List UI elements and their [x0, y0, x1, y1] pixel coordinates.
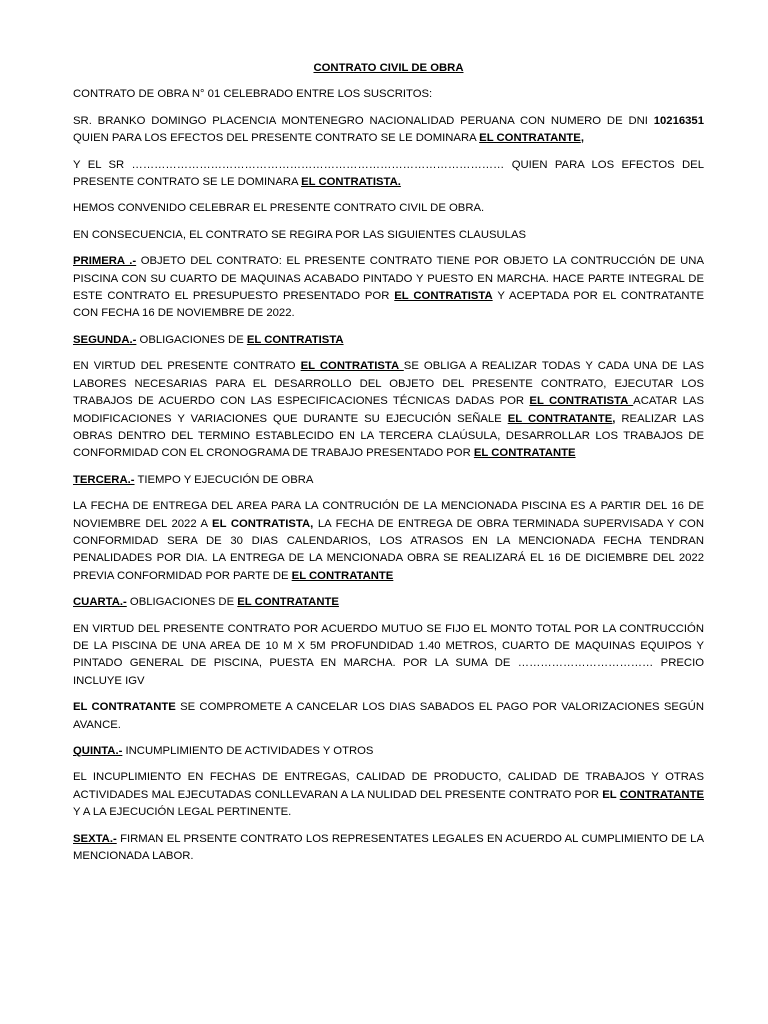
segunda-r4: EL CONTRATANTE	[473, 447, 576, 460]
party1-text2: QUIEN PARA LOS EFECTOS DEL PRESENTE CONTRATO SE LE DOMINARA	[73, 132, 480, 145]
clause-cuarta-body: EN VIRTUD DEL PRESENTE CONTRATO POR ACUERDO MUTUO SE FIJO EL MONTO TOTAL POR LA CONTRUCCIÓN DE LA PISCINA DE UNA AREA DE 10 M X 5M PROFUNDIDAD 1.40 METROS, CUARTO DE MAQUINAS EQUIPOS Y PINTADO GENERAL DE PISCINA, PUESTA EN MARCHA. POR LA SUMA DE ……………………………… PRECIO INCLUYE IGV	[73, 622, 704, 687]
quinta-r1b: CONTRATANTE	[619, 788, 704, 801]
cuarta-heading: OBLIGACIONES DE	[126, 596, 238, 609]
tercera-heading: TIEMPO Y EJECUCIÓN DE OBRA	[134, 473, 314, 486]
clause-sexta	[73, 831, 704, 866]
quinta-heading: INCUMPLIMIENTO DE ACTIVIDADES Y OTROS	[122, 745, 374, 757]
sexta-label: SEXTA.-	[73, 832, 117, 845]
clause-tercera-heading	[73, 472, 704, 489]
tercera-p1: LA FECHA DE ENTREGA DEL AREA PARA LA CONTRUCIÓN DE LA MENCIONADA PISCINA ES A PARTIR DEL 16 DE NOVIEMBRE DEL 2022 A	[73, 500, 704, 530]
quinta-r1a: EL	[602, 788, 620, 801]
segunda-heading-role: EL CONTRATISTA	[246, 333, 344, 346]
clause-segunda-body	[73, 358, 704, 462]
agree-paragraph: HEMOS CONVENIDO CELEBRAR EL PRESENTE CONTRATO CIVIL DE OBRA.	[73, 202, 485, 215]
cuarta-label: CUARTA.-	[73, 596, 127, 609]
quinta-label: QUINTA.-	[73, 745, 123, 757]
clause-tercera-body	[73, 498, 704, 585]
party2-paragraph	[73, 157, 704, 192]
segunda-r3: EL CONTRATANTE,	[507, 412, 616, 425]
party1-dni: 10216351	[653, 114, 704, 127]
intro-paragraph: CONTRATO DE OBRA N° 01 CELEBRADO ENTRE LOS SUSCRITOS:	[73, 88, 433, 101]
segunda-heading: OBLIGACIONES DE	[136, 333, 247, 346]
tercera-label: TERCERA.-	[73, 473, 135, 486]
clause-cuarta-heading	[73, 594, 704, 611]
clause-quinta-heading	[73, 743, 704, 760]
sexta-text: FIRMAN EL PRSENTE CONTRATO LOS REPRESENTATES LEGALES EN ACUERDO AL CUMPLIMIENTO DE LA MENCIONADA LABOR.	[73, 832, 704, 863]
segunda-r2: EL CONTRATISTA	[529, 395, 634, 408]
cuarta-heading-role: EL CONTRATANTE	[237, 596, 339, 609]
clause-segunda-heading	[73, 332, 704, 349]
clause-cuarta-body2	[73, 699, 704, 734]
primera-text: OBJETO DEL CONTRATO: EL PRESENTE CONTRATO TIENE POR OBJETO LA CONTRUCCIÓN DE UNA PISCINA CON SU CUARTO DE MAQUINAS ACABADO PINTADO Y PUESTO EN MARCHA. HACE PARTE INTEGRAL DE ESTE CONTRATO EL PRESUPUESTO PRESENTADO POR	[73, 255, 704, 303]
party1-end: ,	[580, 132, 584, 145]
quinta-p2: Y A LA EJECUCIÓN LEGAL PERTINENTE.	[73, 806, 292, 819]
primera-text2: Y ACEPTADA POR EL CONTRATANTE CON FECHA 16 DE NOVIEMBRE DE 2022.	[73, 290, 704, 320]
cuarta-r2: EL CONTRATANTE	[73, 701, 176, 714]
party2-role: EL CONTRATISTA.	[301, 176, 401, 189]
party1-paragraph	[73, 113, 704, 148]
clause-quinta-body	[73, 769, 704, 821]
quinta-p1: EL INCUPLIMIENTO EN FECHAS DE ENTREGAS, CALIDAD DE PRODUCTO, CALIDAD DE TRABAJOS Y OTRAS ACTIVIDADES MAL EJECUTADAS CONLLEVARAN A LA NULIDAD DEL PRESENTE CONTRATO POR	[73, 771, 704, 801]
primera-label: PRIMERA .-	[73, 255, 137, 268]
party1-text: SR. BRANKO DOMINGO PLACENCIA MONTENEGRO NACIONALIDAD PERUANA CON NUMERO DE DNI	[73, 114, 654, 127]
tercera-p2: LA FECHA DE ENTREGA DE OBRA TERMINADA SUPERVISADA Y CON CONFORMIDAD SERA DE 30 DIAS CALENDARIOS, LOS ATRASOS EN LA MENCIONADA FECHA TENDRAN PENALIDADES POR DIA. LA ENTREGA DE LA MENCIONADA OBRA SE REALIZARÁ EL 16 DE DICIEMBRE DEL 2022 PREVIA CONFORMIDAD POR PARTE DE	[73, 517, 704, 582]
consequence-paragraph: EN CONSECUENCIA, EL CONTRATO SE REGIRA POR LAS SIGUIENTES CLAUSULAS	[73, 228, 527, 241]
segunda-p3: ACATAR LAS MODIFICACIONES Y VARIACIONES QUE DURANTE SU EJECUCIÓN SEÑALE	[73, 395, 704, 425]
cuarta-p2: SE COMPROMETE A CANCELAR LOS DIAS SABADOS EL PAGO POR VALORIZACIONES SEGÚN AVANCE.	[73, 701, 704, 731]
tercera-r1: EL CONTRATISTA,	[212, 517, 314, 530]
segunda-p1: EN VIRTUD DEL PRESENTE CONTRATO	[73, 360, 301, 373]
document-title: CONTRATO CIVIL DE OBRA	[313, 62, 464, 74]
primera-role: EL CONTRATISTA	[394, 290, 493, 303]
segunda-r1: EL CONTRATISTA	[300, 360, 404, 373]
party2-text: Y EL SR ……………………………………………………………………………………… QUIEN PARA LOS EFECTOS DEL PRESENTE CONTRATO SE LE DOMINARA	[73, 158, 704, 189]
party1-role: EL CONTRATANTE	[479, 132, 581, 145]
segunda-p2: SE OBLIGA A REALIZAR TODAS Y CADA UNA DE LAS LABORES NECESARIAS PARA EL DESARROLLO DEL OBJETO DEL PRESENTE CONTRATO, EJECUTAR LOS TRABAJOS DE ACUERDO CON LAS ESPECIFICACIONES TÉCNICAS DADAS POR	[73, 360, 704, 408]
tercera-r2: EL CONTRATANTE	[291, 569, 394, 582]
segunda-p4: REALIZAR LAS OBRAS DENTRO DEL TERMINO ESTABLECIDO EN LA TERCERA CLAÚSULA, DESARROLLAR LOS TRABAJOS DE CONFORMIDAD CON EL CRONOGRAMA DE TRABAJO PRESENTADO POR	[73, 412, 704, 460]
segunda-label: SEGUNDA.-	[73, 333, 137, 346]
clause-primera	[73, 253, 704, 323]
